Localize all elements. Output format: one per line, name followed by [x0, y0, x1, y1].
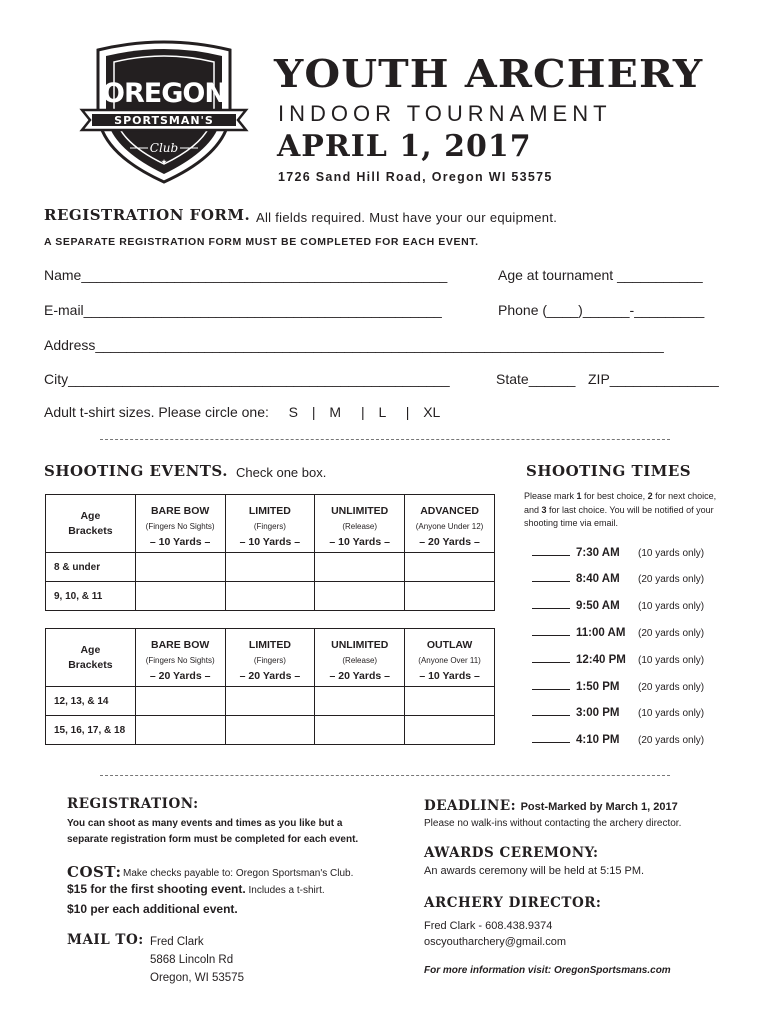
cost-additional-event: $10 per each additional event. — [67, 902, 238, 916]
checkbox-cell[interactable] — [405, 582, 495, 611]
checkbox-cell[interactable] — [225, 687, 315, 716]
checkbox-cell[interactable] — [315, 553, 405, 582]
checkbox-cell[interactable] — [405, 716, 495, 745]
tshirt-size-row: Adult t-shirt sizes. Please circle one: S | M | L | XL — [44, 404, 441, 420]
age-bracket-row-label: 12, 13, & 14 — [46, 687, 136, 716]
event-outlaw-10: OUTLAW (Anyone Over 11) – 10 Yards – — [405, 629, 495, 687]
tshirt-size-s[interactable]: S — [288, 404, 298, 420]
event-limited-20: LIMITED (Fingers) – 20 Yards – — [225, 629, 315, 687]
time-slot[interactable]: 4:10 PM (20 yards only) — [532, 733, 704, 746]
checkbox-cell[interactable] — [315, 687, 405, 716]
event-bare-bow-20: BARE BOW (Fingers No Sights) – 20 Yards – — [135, 629, 225, 687]
events-table-2 — [45, 628, 495, 745]
shooting-times-intro: Please mark 1 for best choice, 2 for next choice, and 3 for last choice. You will be notified of your shooting time via email. — [524, 491, 717, 528]
event-bare-bow-10: BARE BOW (Fingers No Sights) – 10 Yards – — [135, 495, 225, 553]
event-unlimited-10: UNLIMITED (Release) – 10 Yards – — [315, 495, 405, 553]
time-slot[interactable]: 1:50 PM (20 yards only) — [532, 680, 704, 693]
registration-form-heading: REGISTRATION FORM. — [44, 206, 251, 224]
awards-note: An awards ceremony will be held at 5:15 PM. — [424, 865, 645, 877]
time-slot-blank[interactable] — [532, 626, 570, 636]
age-brackets-header: Age Brackets — [46, 495, 136, 553]
logo-banner-text: SPORTSMAN'S — [114, 114, 214, 127]
tshirt-size-l[interactable]: L — [378, 404, 386, 420]
deadline-block — [424, 797, 678, 815]
checkbox-cell[interactable] — [405, 687, 495, 716]
state-field[interactable]: State______ — [496, 371, 576, 387]
shooting-times-heading: SHOOTING TIMES — [526, 462, 692, 480]
time-slot[interactable]: 9:50 AM (10 yards only) — [532, 599, 704, 612]
mail-to-heading: MAIL TO: — [67, 932, 144, 948]
director-email[interactable]: oscyoutharchery@gmail.com — [424, 936, 566, 948]
tshirt-prompt: Adult t-shirt sizes. Please circle one: — [44, 404, 269, 420]
age-field[interactable]: Age at tournament ___________ — [498, 267, 703, 283]
checkbox-cell[interactable] — [135, 582, 225, 611]
event-advanced-20: ADVANCED (Anyone Under 12) – 20 Yards – — [405, 495, 495, 553]
events-table-1 — [45, 494, 495, 611]
checkbox-cell[interactable] — [405, 553, 495, 582]
deadline-heading: DEADLINE: — [424, 798, 517, 814]
logo-bottom-text: Club — [149, 141, 179, 155]
time-slot[interactable]: 8:40 AM (20 yards only) — [532, 572, 704, 585]
time-slot-blank[interactable] — [532, 572, 570, 582]
address-field[interactable]: Address_________________________________________________________________________ — [44, 337, 664, 353]
zip-field[interactable]: ZIP______________ — [588, 371, 719, 387]
time-slot[interactable]: 11:00 AM (20 yards only) — [532, 626, 704, 639]
tournament-title: YOUTH ARCHERY — [274, 51, 704, 96]
age-brackets-header: Age Brackets — [46, 629, 136, 687]
checkbox-cell[interactable] — [225, 716, 315, 745]
checkbox-cell[interactable] — [135, 553, 225, 582]
shooting-events-heading: SHOOTING EVENTS. — [44, 462, 228, 480]
time-slot-blank[interactable] — [532, 733, 570, 743]
tournament-subtitle: INDOOR TOURNAMENT — [278, 101, 612, 126]
registration-form-warning: A SEPARATE REGISTRATION FORM MUST BE COMPLETED FOR EACH EVENT. — [44, 236, 479, 248]
event-unlimited-20: UNLIMITED (Release) – 20 Yards – — [315, 629, 405, 687]
section-divider — [100, 775, 670, 776]
registration-heading: REGISTRATION: — [67, 796, 199, 812]
name-field[interactable]: Name_______________________________________________ — [44, 267, 448, 283]
age-bracket-row-label: 9, 10, & 11 — [46, 582, 136, 611]
time-slot-blank[interactable] — [532, 680, 570, 690]
awards-heading: AWARDS CEREMONY: — [424, 845, 599, 861]
checkbox-cell[interactable] — [225, 553, 315, 582]
time-slot[interactable]: 3:00 PM (10 yards only) — [532, 706, 704, 719]
logo-top-text: OREGON — [102, 78, 226, 109]
time-slot-blank[interactable] — [532, 599, 570, 609]
time-slot-blank[interactable] — [532, 546, 570, 556]
svg-text:★: ★ — [160, 159, 168, 166]
city-field[interactable]: City_________________________________________________ — [44, 371, 450, 387]
tournament-address: 1726 Sand Hill Road, Oregon WI 53575 — [278, 170, 553, 184]
more-info-link[interactable]: For more information visit: OregonSportsmans.com — [424, 965, 671, 976]
tshirt-size-xl[interactable]: XL — [423, 404, 441, 420]
email-field[interactable]: E-mail______________________________________________ — [44, 302, 442, 318]
time-slot[interactable]: 12:40 PM (10 yards only) — [532, 653, 704, 666]
registration-form-note: All fields required. Must have your our equipment. — [256, 210, 558, 225]
age-bracket-row-label: 8 & under — [46, 553, 136, 582]
shooting-events-note: Check one box. — [236, 465, 327, 480]
deadline-date: Post-Marked by March 1, 2017 — [520, 801, 678, 813]
tournament-date: APRIL 1, 2017 — [277, 129, 532, 164]
cost-note: Make checks payable to: Oregon Sportsman's Club. — [123, 868, 354, 879]
deadline-note: Please no walk-ins without contacting the archery director. — [424, 818, 682, 829]
mail-to-address: Fred Clark 5868 Lincoln Rd Oregon, WI 53575 — [150, 936, 244, 984]
oregon-sportsmans-club-logo — [78, 40, 250, 185]
phone-field[interactable]: Phone (____)______-_________ — [498, 302, 705, 318]
director-phone: Fred Clark - 608.438.9374 — [424, 920, 553, 932]
checkbox-cell[interactable] — [135, 687, 225, 716]
section-divider — [100, 439, 670, 440]
time-slot-blank[interactable] — [532, 653, 570, 663]
checkbox-cell[interactable] — [225, 582, 315, 611]
checkbox-cell[interactable] — [315, 716, 405, 745]
cost-first-event: $15 for the first shooting event. Includes a t-shirt. — [67, 882, 325, 896]
tshirt-size-m[interactable]: M — [329, 404, 342, 420]
event-limited-10: LIMITED (Fingers) – 10 Yards – — [225, 495, 315, 553]
checkbox-cell[interactable] — [135, 716, 225, 745]
time-slot[interactable]: 7:30 AM (10 yards only) — [532, 546, 704, 559]
age-bracket-row-label: 15, 16, 17, & 18 — [46, 716, 136, 745]
cost-heading: COST: — [67, 863, 122, 881]
registration-line-2: separate registration form must be completed for each event. — [67, 834, 359, 845]
checkbox-cell[interactable] — [315, 582, 405, 611]
time-slot-blank[interactable] — [532, 706, 570, 716]
archery-director-heading: ARCHERY DIRECTOR: — [424, 895, 602, 911]
registration-line-1: You can shoot as many events and times as you like but a — [67, 818, 343, 829]
